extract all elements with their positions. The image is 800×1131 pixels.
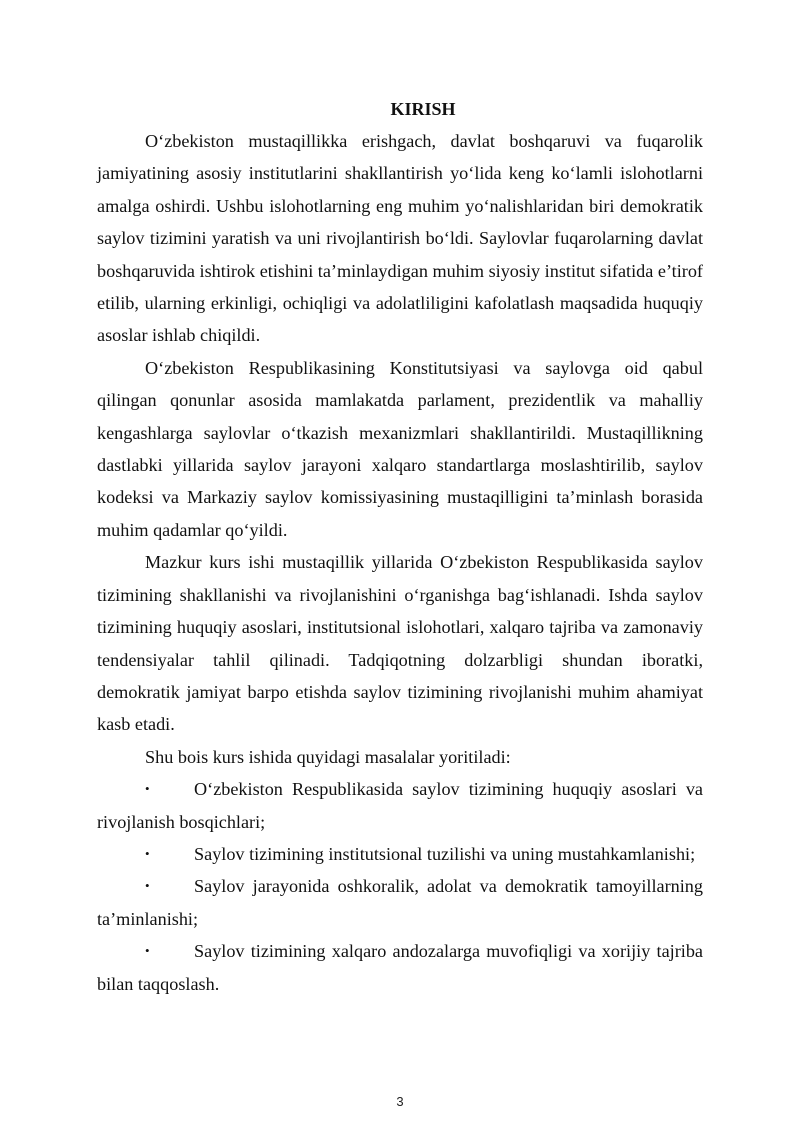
bullet-text: Saylov tizimining institutsional tuzilishi va uning mustahkamlanishi; [194, 843, 696, 864]
page-body [97, 93, 703, 1000]
list-item [97, 773, 703, 838]
intro-paragraph-1: O‘zbekiston mustaqillikka erishgach, davlat boshqaruvi va fuqarolik jamiyatining asosiy institutlarini shakllantirish yo‘lida keng ko‘lamli islohotlarni amalga oshirdi. Ushbu islohotlarning eng muhim yo‘nalishlaridan biri demokratik saylov tizimini yaratish va uni rivojlantirish bo‘ldi. Saylovlar fuqarolarning davlat boshqaruvida ishtirok etishini ta’minlaydigan muhim siyosiy institut sifatida e’tirof etilib, ularning erkinligi, ochiqligi va adolatliligini kafolatlash maqsadida huquqiy asoslar ishlab chiqildi. [97, 131, 703, 346]
list-item [97, 838, 703, 870]
intro-paragraph-4: Shu bois kurs ishida quyidagi masalalar yoritiladi: [145, 746, 511, 767]
page-number: 3 [396, 1094, 404, 1109]
bullet-text: O‘zbekiston Respublikasida saylov tizimining huquqiy asoslari va rivojlanish bosqichlari; [97, 779, 703, 832]
bullet-list [97, 773, 703, 1000]
section-heading: KIRISH [390, 99, 456, 119]
bullet-dot-icon: • [145, 781, 150, 797]
intro-paragraph-2: O‘zbekiston Respublikasining Konstitutsiyasi va saylovga oid qabul qilingan qonunlar asosida mamlakatda parlament, prezidentlik va mahalliy kengashlarga saylovlar o‘tkazish mexanizmlari shakllantirildi. Mustaqillikning dastlabki yillarida saylov jarayoni xalqaro standartlarga moslashtirilib, saylov kodeksi va Markaziy saylov komissiyasining mustaqilligini ta’minlash borasida muhim qadamlar qo‘yildi. [97, 357, 703, 540]
bullet-text: Saylov jarayonida oshkoralik, adolat va demokratik tamoyillarning ta’minlanishi; [97, 876, 703, 929]
intro-paragraph-3: Mazkur kurs ishi mustaqillik yillarida O‘zbekiston Respublikasida saylov tizimining shakllanishi va rivojlanishini o‘rganishga bag‘ishlanadi. Ishda saylov tizimining huquqiy asoslari, institutsional islohotlari, xalqaro tajriba va zamonaviy tendensiyalar tahlil qilinadi. Tadqiqotning dolzarbligi shundan iboratki, demokratik jamiyat barpo etishda saylov tizimining rivojlanishi muhim ahamiyat kasb etadi. [97, 552, 703, 735]
list-item [97, 935, 703, 1000]
bullet-text: Saylov tizimining xalqaro andozalarga muvofiqligi va xorijiy tajriba bilan taqqoslash. [97, 941, 703, 994]
bullet-dot-icon: • [145, 878, 150, 894]
list-item [97, 870, 703, 935]
bullet-dot-icon: • [145, 943, 150, 959]
bullet-dot-icon: • [145, 845, 150, 861]
